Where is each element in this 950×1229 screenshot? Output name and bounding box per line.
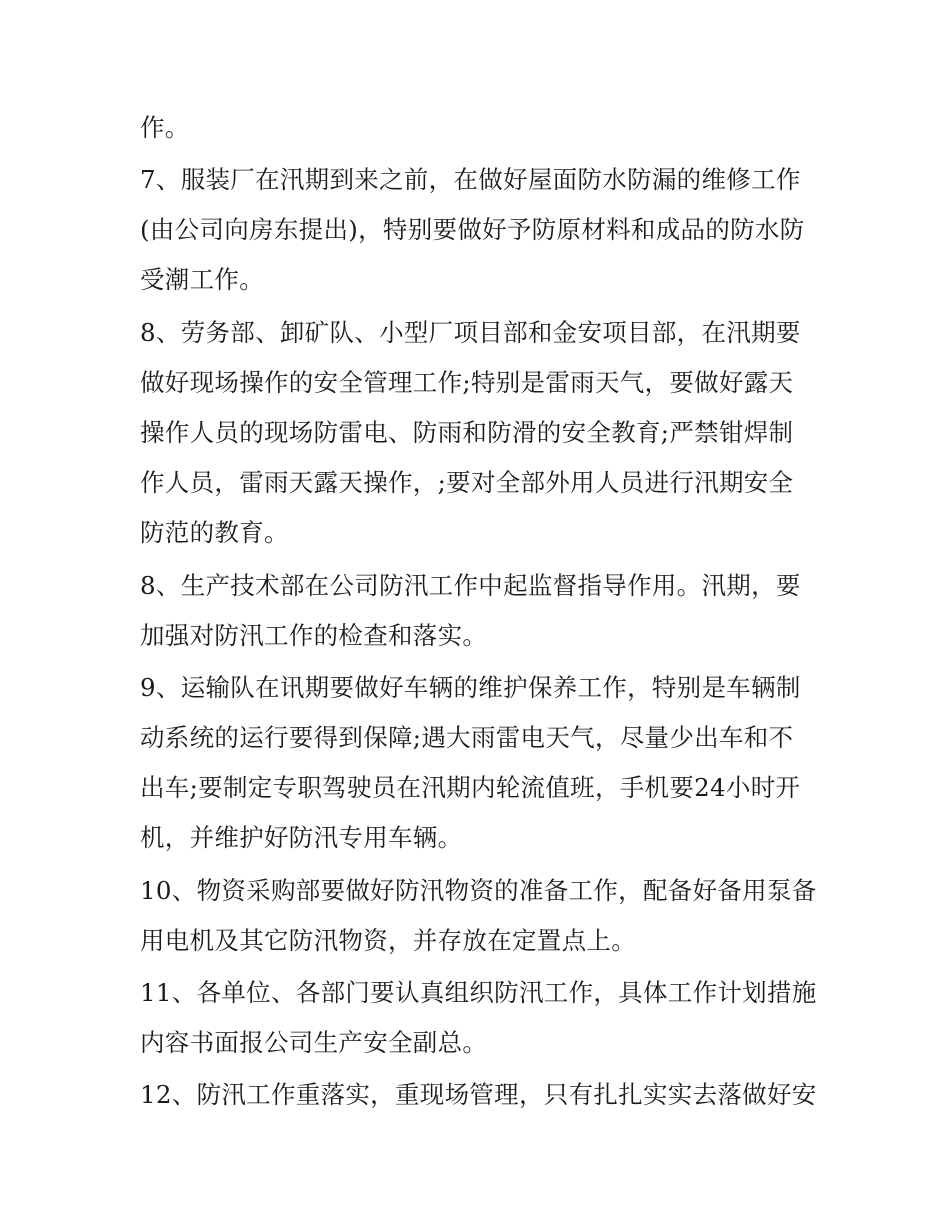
text-line: 机，并维护好防汛专用车辆。 (140, 823, 463, 852)
text-line: 12、防汛工作重落实，重现场管理，只有扎扎实实去落做好安 (140, 1080, 817, 1109)
text-line: 防范的教育。 (140, 518, 289, 547)
text-line: 作。 (140, 113, 190, 142)
text-line: 9、运输队在讯期要做好车辆的维护保养工作，特别是车辆制 (140, 673, 801, 702)
text-line: 8、劳务部、卸矿队、小型厂项目部和金安项目部，在汛期要 (140, 318, 801, 347)
text-line: 加强对防汛工作的检查和落实。 (140, 621, 488, 650)
text-line: 10、物资采购部要做好防汛物资的准备工作，配备好备用泵备 (140, 876, 817, 905)
text-line: 内容书面报公司生产安全副总。 (140, 1028, 488, 1057)
text-line: 操作人员的现场防雷电、防雨和防滑的安全教育;严禁钳焊制 (140, 418, 794, 447)
text-line: 做好现场操作的安全管理工作;特别是雷雨天气，要做好露天 (140, 368, 794, 397)
text-line: 8、生产技术部在公司防汛工作中起监督指导作用。汛期，要 (140, 571, 801, 600)
text-line: 受潮工作。 (140, 265, 264, 294)
text-line: 7、服装厂在汛期到来之前，在做好屋面防水防漏的维修工作 (140, 165, 801, 194)
text-line: (由公司向房东提出)，特别要做好予防原材料和成品的防水防 (140, 215, 805, 244)
text-line: 出车;要制定专职驾驶员在汛期内轮流值班，手机要24小时开 (140, 773, 801, 802)
text-line: 用电机及其它防汛物资，并存放在定置点上。 (140, 926, 636, 955)
text-line: 作人员，雷雨天露天操作，;要对全部外用人员进行汛期安全 (140, 468, 794, 497)
text-line: 11、各单位、各部门要认真组织防汛工作，具体工作计划措施 (140, 978, 817, 1007)
text-line: 动系统的运行要得到保障;遇大雨雷电天气，尽量少出车和不 (140, 723, 794, 752)
